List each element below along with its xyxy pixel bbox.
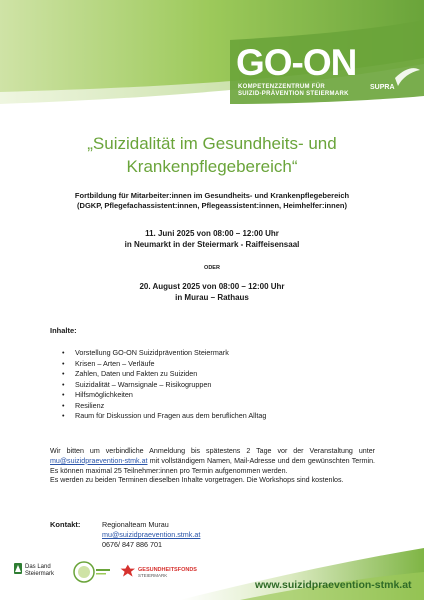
event-1 xyxy=(42,228,382,250)
notice-text-3: Es werden zu beiden Terminen dieselben Inhalte vorgetragen. Die Workshops sind kostenlos. xyxy=(50,476,344,485)
logo-tagline-1: KOMPETENZZENTRUM FÜR xyxy=(238,84,325,90)
contact-label: Kontakt: xyxy=(50,520,81,529)
event-1-location: in Neumarkt in der Steiermark - Raiffeisensaal xyxy=(124,240,300,249)
supra-label: SUPRA xyxy=(370,84,395,91)
go-on-logo: GO-ON xyxy=(236,42,357,83)
header-banner xyxy=(0,0,424,106)
list-item: • Resilienz xyxy=(62,401,266,412)
contact-team: Regionalteam Murau xyxy=(102,520,169,529)
topics-list xyxy=(62,348,266,422)
event-2 xyxy=(42,281,382,303)
event-2-datetime: 20. August 2025 von 08:00 – 12:00 Uhr xyxy=(139,282,285,291)
footer-band xyxy=(0,540,424,600)
gf-logo-line-1: GESUNDHEITSFONDS xyxy=(138,567,197,573)
land-steiermark-logo xyxy=(14,560,60,582)
event-1-datetime: 11. Juni 2025 von 08:00 – 12:00 Uhr xyxy=(145,229,279,238)
list-item: • Krisen – Arten – Verläufe xyxy=(62,359,266,370)
list-item: • Zahlen, Daten und Fakten zu Suiziden xyxy=(62,369,266,380)
registration-notice xyxy=(50,447,375,486)
title-line-1: „Suizidalität im Gesundheits- und xyxy=(87,134,337,153)
gesundheitsfonds-logo xyxy=(120,563,210,581)
partner-seal-logo xyxy=(72,560,112,586)
gf-logo-line-2: STEIERMARK xyxy=(138,573,168,578)
or-label: ODER xyxy=(204,265,220,271)
contact-email-link[interactable]: mu@suizidpraevention.stmk.at xyxy=(102,530,201,539)
land-logo-line-2: Steiermark xyxy=(25,571,55,577)
notice-text-2: mit vollständigem Namen, Mail-Adresse und dem gewünschten Termin. Es können maximal 25 Teilnehmer:innen pro Termin aufgenommen werden. xyxy=(50,456,375,475)
contents-label: Inhalte: xyxy=(50,326,77,335)
title-line-2: Krankenpflegebereich“ xyxy=(126,157,298,176)
land-logo-line-1: Das Land xyxy=(25,564,51,570)
contact-phone: 0676/ 847 886 701 xyxy=(102,540,162,549)
footer-website-link[interactable]: www.suizidpraevention-stmk.at xyxy=(255,579,412,591)
event-2-location: in Murau – Rathaus xyxy=(175,293,249,302)
subtitle xyxy=(42,191,382,211)
list-item: • Vorstellung GO-ON Suizidprävention Steiermark xyxy=(62,348,266,359)
registration-email-link[interactable]: mu@suizidpraevention-stmk.at xyxy=(50,456,148,465)
page-title xyxy=(40,132,384,178)
subtitle-line-2: (DGKP, Pflegefachassistent:innen, Pflegeassistent:innen, Heimhelfer:innen) xyxy=(77,201,347,210)
list-item: • Suizidalität – Warnsignale – Risikogruppen xyxy=(62,380,266,391)
list-item: • Hilfsmöglichkeiten xyxy=(62,390,266,401)
notice-text-1: Wir bitten um verbindliche Anmeldung bis spätestens 2 Tage vor der Veranstaltung unter xyxy=(50,447,375,455)
list-item: • Raum für Diskussion und Fragen aus dem beruflichen Alltag xyxy=(62,411,266,422)
subtitle-line-1: Fortbildung für Mitarbeiter:innen im Gesundheits- und Krankenpflegebereich xyxy=(74,191,350,200)
logo-tagline-2: SUIZID-PRÄVENTION STEIERMARK xyxy=(238,91,349,97)
